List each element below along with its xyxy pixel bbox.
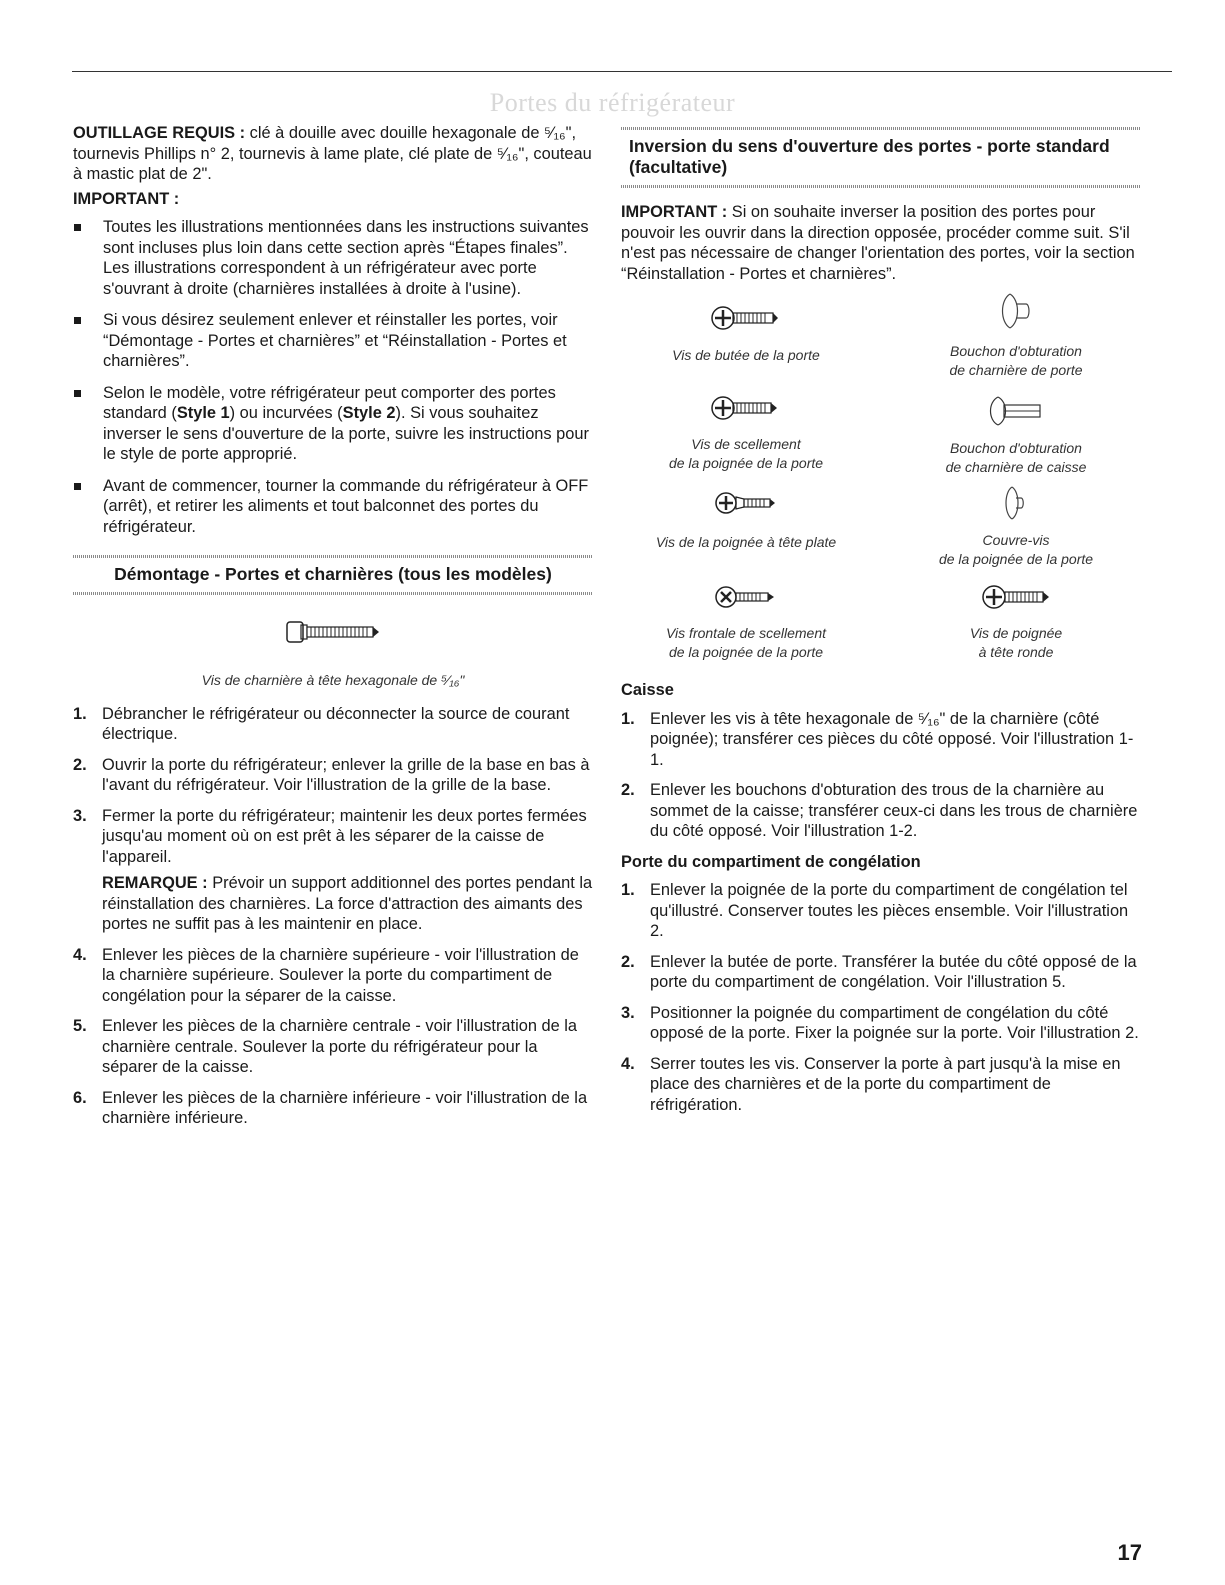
step-text: Ouvrir la porte du réfrigérateur; enlever la grille de la base en bas à l'avant du réfrigérateur. Voir l'illustration de la grille de la base. (102, 755, 590, 794)
style-1-label: Style 1 (176, 404, 230, 422)
freezer-steps (621, 880, 1141, 1115)
cabinet-plug-icon (986, 394, 1046, 428)
list-item-text: ). Si vous souhaitez inverser le sens d'ouverture de la porte, suivre les instructions pour le style de porte approprié. (103, 404, 589, 463)
figure-handle-seal-screw (621, 394, 871, 478)
figure-caption: de la poignée de la porte (668, 644, 824, 660)
freezer-heading: Porte du compartiment de congélation (621, 852, 921, 871)
step-item (73, 806, 593, 935)
step-number: 5. (73, 1017, 87, 1035)
parts-figures (621, 304, 1141, 662)
caisse-heading: Caisse (621, 681, 674, 699)
figure-caption: de charnière de porte (949, 361, 1083, 378)
phillips-screw-icon (714, 583, 778, 611)
screw-cover-icon (1001, 485, 1031, 521)
section-heading: Démontage - Portes et charnières (tous les modèles) (114, 564, 552, 584)
figure-caption: de la poignée de la porte (668, 455, 824, 471)
figure-round-head-screw (891, 583, 1141, 663)
step-text: Enlever la butée de porte. Transférer la butée du côté opposé de la porte du compartiment de congélation. Voir l'illustration 5. (650, 952, 1137, 991)
hex-head-screw-icon (283, 617, 383, 647)
step-item (621, 780, 1141, 842)
figure-caption: Couvre-vis (982, 531, 1050, 548)
step-number: 2. (621, 952, 635, 971)
hinge-plug-icon (996, 290, 1036, 332)
reversal-section (621, 127, 1141, 188)
step-item (73, 755, 593, 796)
figure-caption: Vis frontale de scellement (665, 625, 827, 641)
step-text: Enlever les pièces de la charnière supérieure - voir l'illustration de la charnière supérieure. Soulever la porte du compartiment de congélation pour la séparer de la caisse. (102, 945, 579, 1005)
step-number: 6. (73, 1088, 87, 1107)
list-item-text: Toutes les illustrations mentionnées dans les instructions suivantes sont incluses plus loin dans cette section après “Étapes finales”. Les illustrations correspondent à un réfrigérateur avec porte s'ouvrant à droite (charnières installées à droite à l'usine). (103, 218, 589, 298)
step-text: Enlever les pièces de la charnière centrale - voir l'illustration de la charnière centrale. Soulever la porte du réfrigérateur pour la séparer de la caisse. (102, 1017, 578, 1076)
important-text: Si on souhaite inverser la position des portes pour pouvoir les ouvrir dans la direction opposée, procéder comme suit. S'il n'est pas nécessaire de changer l'orientation des portes, voir la section “Réinstallation - Portes et charnières”. (621, 203, 1135, 283)
round-head-screw-icon (981, 583, 1051, 611)
figure-cabinet-hinge-plug (891, 394, 1141, 478)
step-text: Serrer toutes les vis. Conserver la porte à part jusqu'à la mise en place des charnières et de la porte du compartiment de réfrigération. (650, 1054, 1121, 1114)
list-item (73, 217, 593, 299)
list-item-text: Avant de commencer, tourner la commande du réfrigérateur à OFF (arrêt), et retirer les aliments et tout balconnet des portes du réfrigérateur. (103, 476, 589, 536)
step-item (621, 1054, 1141, 1116)
important-list (73, 217, 593, 537)
figure-door-hinge-plug (891, 290, 1141, 380)
step-number: 3. (621, 1003, 635, 1022)
page-title: Portes du réfrigérateur (489, 88, 736, 117)
step-item (621, 880, 1141, 942)
figure-front-seal-screw (621, 583, 871, 663)
step-item (73, 704, 593, 745)
step-number: 1. (621, 881, 635, 899)
step-number: 1. (621, 709, 635, 728)
step-text: Débrancher le réfrigérateur ou déconnecter la source de courant électrique. (102, 704, 570, 743)
step-number: 4. (73, 945, 87, 964)
right-column (621, 123, 1141, 1125)
figure-caption: Vis de poignée (969, 625, 1063, 641)
step-text: Fermer la porte du réfrigérateur; maintenir les deux portes fermées jusqu'au moment où on est prêt à les séparer de la caisse de l'appareil. (102, 806, 587, 866)
list-item (73, 383, 593, 465)
tools-paragraph (73, 123, 593, 185)
removal-section (73, 555, 593, 595)
step-item (73, 945, 593, 1007)
step-item (73, 1016, 593, 1078)
caisse-steps (621, 709, 1141, 842)
step-number: 1. (73, 704, 87, 723)
step-text: Enlever les pièces de la charnière inférieure - voir l'illustration de la charnière inférieure. (102, 1088, 588, 1127)
figure-caption: Vis de charnière à tête hexagonale de ⁵⁄₁₆" (201, 671, 465, 688)
left-column (73, 123, 593, 1139)
step-text: Enlever les vis à tête hexagonale de ⁵⁄₁₆" de la charnière (côté poignée); transférer ces pièces du côté opposé. Voir l'illustration 1-1. (650, 709, 1134, 769)
figure-caption: de charnière de caisse (945, 459, 1087, 475)
list-item (73, 310, 593, 372)
list-item-text: ) ou incurvées ( (229, 404, 343, 422)
figure-flat-head-screw (621, 489, 871, 569)
style-2-label: Style 2 (342, 404, 396, 422)
step-number: 2. (621, 781, 635, 799)
step-item (621, 952, 1141, 993)
step-text: Enlever les bouchons d'obturation des trous de la charnière au sommet de la caisse; transférer ceux-ci dans les trous de charnière du côté opposé. Voir l'illustration 1-2. (650, 781, 1138, 840)
figure-caption: à tête ronde (978, 644, 1054, 660)
figure-caption: Vis de la poignée à tête plate (655, 533, 837, 550)
figure-caption: Vis de butée de la porte (672, 346, 820, 363)
figure-door-stop-screw (621, 304, 871, 380)
tools-text: clé à douille avec douille hexagonale de ⁵⁄₁₆", tournevis Phillips n° 2, tournevis à lame plate, clé plate de ⁵⁄₁₆", couteau à mastic plat de 2". (73, 124, 592, 183)
phillips-screw-icon (711, 394, 781, 422)
tools-label: OUTILLAGE REQUIS : (73, 124, 246, 142)
step-text: Positionner la poignée du compartiment de congélation du côté opposé de la porte. Fixer la poignée sur la porte. Voir l'illustration 2. (650, 1003, 1139, 1042)
note-text: Prévoir un support additionnel des portes pendant la réinstallation des charnières. La force d'attraction des aimants des portes ne suffit pas à les maintenir en place. (102, 874, 593, 933)
note-label: REMARQUE : (102, 874, 208, 892)
figure-caption: de la poignée de la porte (938, 550, 1094, 567)
top-rule (72, 71, 1172, 72)
list-item (73, 476, 593, 538)
figure-caption: Bouchon d'obturation (950, 342, 1082, 359)
hex-screw-figure (73, 617, 593, 653)
divider (73, 592, 593, 595)
phillips-screw-icon (711, 304, 781, 332)
step-item (621, 709, 1141, 771)
step-number: 2. (73, 755, 87, 774)
important-paragraph (621, 202, 1141, 284)
flat-head-screw-icon (714, 489, 778, 517)
step-number: 4. (621, 1054, 635, 1073)
divider (621, 185, 1141, 188)
step-item (73, 1088, 593, 1129)
figure-caption: Vis de scellement (691, 436, 801, 452)
page-number: 17 (1117, 1540, 1142, 1565)
list-item-text: Selon le modèle, votre réfrigérateur peut comporter des portes standard ( (103, 383, 556, 422)
section-heading: Inversion du sens d'ouverture des portes - porte standard (facultative) (629, 136, 1110, 177)
figure-caption: Bouchon d'obturation (950, 440, 1082, 456)
important-heading: IMPORTANT : (73, 189, 180, 208)
list-item-text: Si vous désirez seulement enlever et réinstaller les portes, voir “Démontage - Portes et charnières” et “Réinstallation - Portes et charnières”. (103, 311, 567, 370)
figure-screw-cover (891, 485, 1141, 569)
removal-steps (73, 704, 593, 1129)
note-paragraph (102, 873, 593, 935)
step-item (621, 1003, 1141, 1044)
important-label: IMPORTANT : (621, 203, 728, 221)
step-number: 3. (73, 806, 87, 825)
step-text: Enlever la poignée de la porte du compartiment de congélation tel qu'illustré. Conserver toutes les pièces ensemble. Voir l'illustration 2. (650, 881, 1129, 940)
